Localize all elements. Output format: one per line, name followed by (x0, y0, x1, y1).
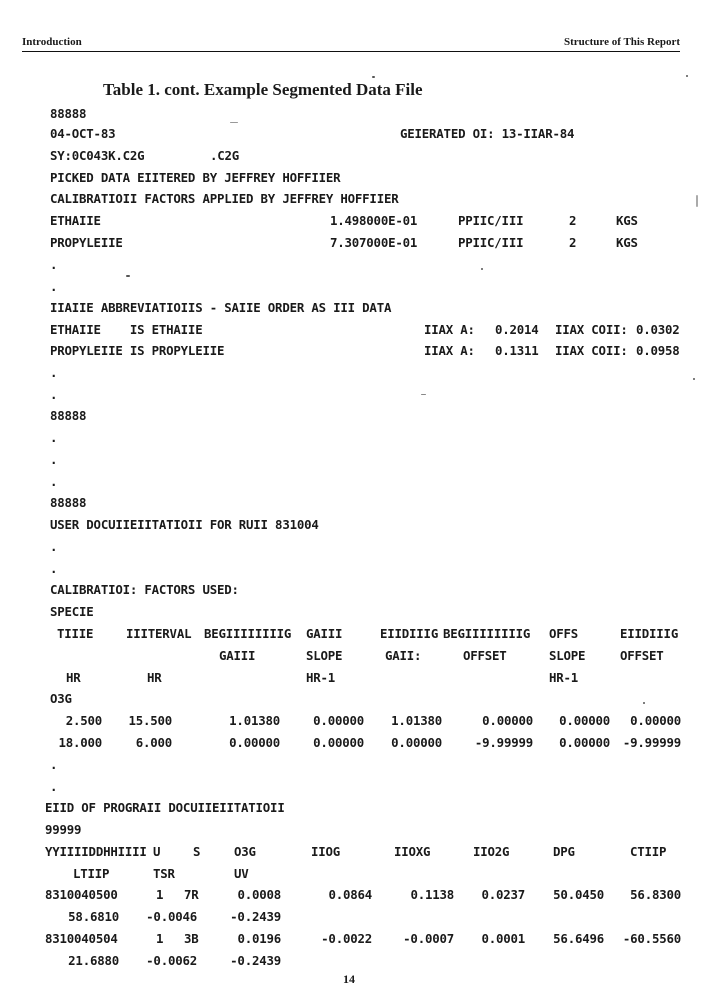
col-header: GAIII (219, 648, 256, 663)
scan-speck (126, 275, 130, 277)
cal-cell: 6.000 (135, 735, 172, 750)
ellipsis-dot: . (50, 452, 58, 467)
marker-line: 88888 (50, 106, 87, 121)
ellipsis-dot: . (50, 279, 58, 294)
data-cell: 21.6880 (68, 953, 119, 968)
calibration-applied-line: CALIBRATIOII FACTORS APPLIED BY JEFFREY HOFFIIER (50, 191, 399, 206)
species-value: 7.307000E-01 (330, 235, 418, 250)
data-cell: -60.5560 (622, 931, 681, 946)
cal-cell: 1.01380 (229, 713, 280, 728)
data-col-header: IIOXG (394, 844, 431, 859)
data-col-header: IIOG (311, 844, 341, 859)
data-cell: 0.0008 (237, 887, 281, 902)
data-cell: 0.0196 (237, 931, 281, 946)
data-cell: 3B (184, 931, 199, 946)
max-con-value: 0.0302 (636, 322, 680, 337)
data-cell: 56.6496 (553, 931, 604, 946)
marker-line: 88888 (50, 408, 87, 423)
col-header: EIIDIIIG (380, 626, 439, 641)
ellipsis-dot: . (50, 757, 58, 772)
species-count: 2 (569, 235, 577, 250)
scan-speck (421, 394, 426, 395)
cal-cell: 0.00000 (313, 713, 364, 728)
col-header: HR (66, 670, 81, 685)
cal-cell: 0.00000 (229, 735, 280, 750)
cal-cell: -9.99999 (622, 735, 681, 750)
scan-speck (230, 122, 238, 123)
col-header: EIIDIIIG (620, 626, 679, 641)
col-header: OFFSET (463, 648, 507, 663)
col-header: TIIIE (57, 626, 94, 641)
data-col-header: UV (234, 866, 249, 881)
cal-cell: 0.00000 (559, 735, 610, 750)
col-header: HR (147, 670, 162, 685)
end-marker: 99999 (45, 822, 82, 837)
species-code: O3G (50, 691, 72, 706)
file-line: SY:0C043K.C2G (50, 148, 145, 163)
data-col-header: U (153, 844, 161, 859)
data-cell: 0.0237 (481, 887, 525, 902)
abbrev-name: PROPYLEIIE IS PROPYLEIIE (50, 343, 225, 358)
data-cell: -0.0022 (321, 931, 372, 946)
data-cell: 1 (156, 887, 164, 902)
max-a-label: IIAX A: (424, 343, 475, 358)
data-col-header: O3G (234, 844, 256, 859)
scan-speck (696, 195, 698, 207)
calibration-used-line: CALIBRATIOI: FACTORS USED: (50, 582, 239, 597)
max-con-value: 0.0958 (636, 343, 680, 358)
cal-cell: 0.00000 (391, 735, 442, 750)
data-cell: 0.0864 (328, 887, 372, 902)
ellipsis-dot: . (50, 474, 58, 489)
cal-cell: 15.500 (128, 713, 172, 728)
species-name: PROPYLEIIE (50, 235, 123, 250)
col-header: BEGIIIIIIIIG (204, 626, 292, 641)
data-cell: 50.0450 (553, 887, 604, 902)
ellipsis-dot: . (50, 387, 58, 402)
species-kgs: KGS (616, 235, 638, 250)
picked-line: PICKED DATA EIITERED BY JEFFREY HOFFIIER (50, 170, 341, 185)
col-header: SLOPE (549, 648, 586, 663)
user-doc-line: USER DOCUIIEIITATIOII FOR RUII 831004 (50, 517, 319, 532)
data-col-header: DPG (553, 844, 575, 859)
end-doc-line: EIID OF PROGRAII DOCUIIEIITATIOII (45, 800, 285, 815)
header-rule (22, 51, 680, 52)
data-cell: 0.1138 (410, 887, 454, 902)
data-cell: 0.0001 (481, 931, 525, 946)
date-line: 04-OCT-83 (50, 126, 116, 141)
running-header-left: Introduction (22, 36, 82, 48)
col-header: GAIII (306, 626, 343, 641)
species-kgs: KGS (616, 213, 638, 228)
scan-speck (372, 76, 375, 78)
max-con-label: IIAX COII: (555, 322, 628, 337)
cal-cell: 2.500 (65, 713, 102, 728)
ellipsis-dot: . (50, 430, 58, 445)
data-cell: -0.0046 (146, 909, 197, 924)
data-cell: 58.6810 (68, 909, 119, 924)
col-header: HR-1 (549, 670, 579, 685)
specie-label: SPECIE (50, 604, 94, 619)
table-title: Table 1. cont. Example Segmented Data File (103, 80, 423, 99)
ellipsis-dot: . (50, 257, 58, 272)
generated-line: GEIERATED OI: 13-IIAR-84 (400, 126, 575, 141)
data-cell-timestamp: 8310040500 (45, 887, 118, 902)
data-cell: -0.0062 (146, 953, 197, 968)
data-cell: 7R (184, 887, 199, 902)
running-header-right: Structure of This Report (563, 36, 680, 48)
data-col-header: TSR (153, 866, 175, 881)
species-value: 1.498000E-01 (330, 213, 418, 228)
col-header: HR-1 (306, 670, 336, 685)
max-a-value: 0.1311 (495, 343, 539, 358)
data-cell: -0.2439 (230, 909, 281, 924)
ellipsis-dot: . (50, 779, 58, 794)
abbrev-name: ETHAIIE IS ETHAIIE (50, 322, 203, 337)
ellipsis-dot: . (50, 365, 58, 380)
max-con-label: IIAX COII: (555, 343, 628, 358)
file-ext: .C2G (210, 148, 240, 163)
data-col-header: YYIIIIDDHHIIII (45, 844, 147, 859)
data-col-header: IIO2G (473, 844, 510, 859)
data-cell: 1 (156, 931, 164, 946)
scan-speck (643, 702, 645, 704)
ellipsis-dot: . (50, 539, 58, 554)
scan-speck (693, 378, 695, 380)
data-cell: -0.0007 (403, 931, 454, 946)
page-number: 14 (343, 972, 355, 986)
col-header: GAII: (385, 648, 422, 663)
cal-cell: 1.01380 (391, 713, 442, 728)
cal-cell: 0.00000 (630, 713, 681, 728)
scan-speck (481, 268, 483, 270)
species-count: 2 (569, 213, 577, 228)
cal-cell: 0.00000 (482, 713, 533, 728)
col-header: OFFSET (620, 648, 664, 663)
max-a-value: 0.2014 (495, 322, 539, 337)
species-unit: PPIIC/III (458, 235, 524, 250)
cal-cell: 18.000 (58, 735, 102, 750)
cal-cell: 0.00000 (559, 713, 610, 728)
col-header: IIITERVAL (126, 626, 192, 641)
cal-cell: -9.99999 (474, 735, 533, 750)
data-cell-timestamp: 8310040504 (45, 931, 118, 946)
col-header: OFFS (549, 626, 579, 641)
col-header: BEGIIIIIIIIG (443, 626, 531, 641)
ellipsis-dot: . (50, 561, 58, 576)
cal-cell: 0.00000 (313, 735, 364, 750)
data-cell: -0.2439 (230, 953, 281, 968)
col-header: SLOPE (306, 648, 343, 663)
species-unit: PPIIC/III (458, 213, 524, 228)
data-cell: 56.8300 (630, 887, 681, 902)
max-a-label: IIAX A: (424, 322, 475, 337)
data-col-header: CTIIP (630, 844, 667, 859)
data-col-header: S (193, 844, 201, 859)
species-name: ETHAIIE (50, 213, 101, 228)
scan-speck (686, 75, 688, 77)
abbreviations-line: IIAIIE ABBREVIATIOIIS - SAIIE ORDER AS III DATA (50, 300, 392, 315)
data-col-header: LTIIP (73, 866, 110, 881)
marker-line: 88888 (50, 495, 87, 510)
